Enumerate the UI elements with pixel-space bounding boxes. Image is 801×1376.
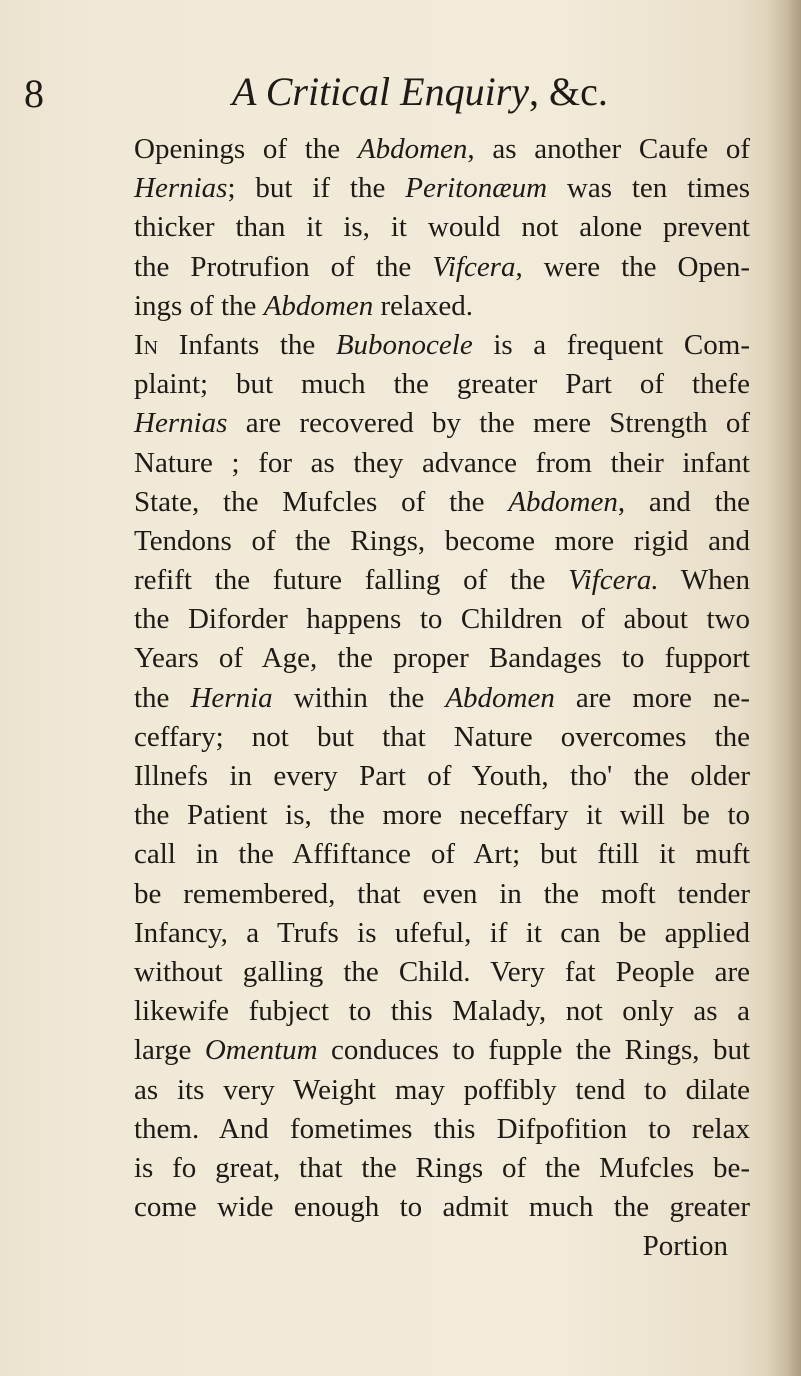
text-segment: Illnefs in every Part of Youth, tho' the older	[134, 760, 750, 792]
text-segment: plaint; but much the greater Part of thefe	[134, 368, 750, 401]
text-line	[134, 875, 750, 914]
text-segment: the Patient is, the more neceffary it will be to	[134, 799, 750, 832]
text-segment: Infancy, a Trufs is ufeful, if it can be applied	[134, 916, 750, 949]
text-segment: is a frequent Com-	[472, 328, 750, 361]
text-segment: within the	[272, 681, 446, 714]
text-segment: ; but if the	[227, 172, 406, 205]
text-line	[134, 1071, 750, 1110]
running-head-suffix: , &c.	[529, 69, 608, 114]
text-line	[134, 600, 750, 639]
text-line	[134, 953, 750, 992]
text-line	[134, 1227, 750, 1266]
text-line	[134, 1149, 750, 1188]
text-line	[134, 444, 750, 483]
text-line	[134, 522, 750, 561]
text-segment: Openings of the	[134, 133, 358, 165]
text-segment: are recovered by the mere Strength of	[227, 407, 750, 440]
text-segment: ceffary; not but that Nature overcomes the	[134, 720, 750, 753]
text-segment: is fo great, that the Rings of the Mufcles be-	[134, 1151, 750, 1184]
page-edge-shadow	[767, 0, 801, 1376]
italic-term: Bubonocele	[335, 328, 473, 361]
text-segment: come wide enough to admit much the greater	[134, 1191, 750, 1224]
text-segment: When	[658, 564, 750, 597]
body-text	[134, 130, 750, 1266]
italic-term: Vifcera	[432, 250, 516, 283]
text-segment: State, the Mufcles of the	[134, 485, 509, 518]
text-segment: In	[134, 328, 159, 361]
text-segment: the	[134, 681, 191, 714]
text-segment: the Protrufion of the	[134, 250, 433, 283]
text-line	[134, 287, 750, 326]
text-line	[134, 326, 750, 365]
text-line	[134, 992, 750, 1031]
italic-term: Hernia	[190, 681, 273, 714]
italic-term: Abdomen	[263, 289, 374, 322]
text-line	[134, 365, 750, 404]
italic-term: Abdomen	[357, 133, 468, 165]
text-segment: Years of Age, the proper Bandages to fupport	[134, 642, 750, 675]
text-segment: the Diforder happens to Children of about two	[134, 603, 750, 636]
text-segment: , and the	[617, 485, 751, 518]
text-segment: call in the Affiftance of Art; but ftill it muft	[134, 838, 750, 871]
text-line	[134, 561, 750, 600]
italic-term: Abdomen	[508, 485, 618, 518]
text-line	[134, 796, 750, 835]
italic-term: Vifcera.	[568, 564, 659, 597]
page-number: 8	[24, 71, 44, 116]
text-line	[134, 914, 750, 953]
text-line	[134, 208, 750, 247]
text-line	[134, 404, 750, 443]
running-head	[232, 69, 608, 114]
text-line	[134, 169, 750, 208]
text-line	[134, 718, 750, 757]
text-segment: Tendons of the Rings, become more rigid and	[134, 524, 750, 557]
italic-term: Abdomen	[445, 681, 555, 714]
italic-term: Hernias	[134, 172, 228, 205]
running-head-title: A Critical Enquiry	[232, 69, 530, 114]
text-segment: refift the future falling of the	[134, 564, 569, 597]
text-segment: be remembered, that even in the moft tender	[134, 877, 750, 910]
text-line	[134, 679, 750, 718]
text-line	[134, 639, 750, 678]
italic-term: Omentum	[204, 1034, 318, 1067]
text-line	[134, 757, 750, 796]
text-segment: large	[134, 1034, 205, 1067]
italic-term: Peritonæum	[405, 172, 548, 205]
text-segment: Portion	[642, 1230, 728, 1263]
text-segment: Infants the	[158, 328, 336, 361]
italic-term: Hernias	[134, 407, 228, 440]
text-line	[134, 835, 750, 874]
text-segment: Nature ; for as they advance from their infant	[134, 446, 750, 479]
text-segment: was ten times	[547, 172, 751, 205]
text-segment: conduces to fupple the Rings, but	[317, 1034, 750, 1067]
text-segment: ings of the	[134, 289, 264, 322]
text-segment: them. And fometimes this Difpofition to relax	[134, 1112, 750, 1145]
text-line	[134, 1031, 750, 1070]
text-segment: likewife fubject to this Malady, not only as a	[134, 995, 750, 1028]
text-segment: , as another Caufe of	[467, 133, 751, 165]
text-segment: as its very Weight may poffibly tend to dilate	[134, 1073, 750, 1106]
text-segment: without galling the Child. Very fat People are	[134, 955, 750, 988]
text-line	[134, 483, 750, 522]
text-segment: , were the Open-	[515, 250, 750, 283]
text-line	[134, 130, 750, 169]
text-segment: are more ne-	[554, 681, 751, 714]
text-segment: thicker than it is, it would not alone prevent	[134, 211, 750, 244]
text-line	[134, 248, 750, 287]
text-line	[134, 1188, 750, 1227]
text-line	[134, 1110, 750, 1149]
text-segment: relaxed.	[373, 289, 474, 322]
